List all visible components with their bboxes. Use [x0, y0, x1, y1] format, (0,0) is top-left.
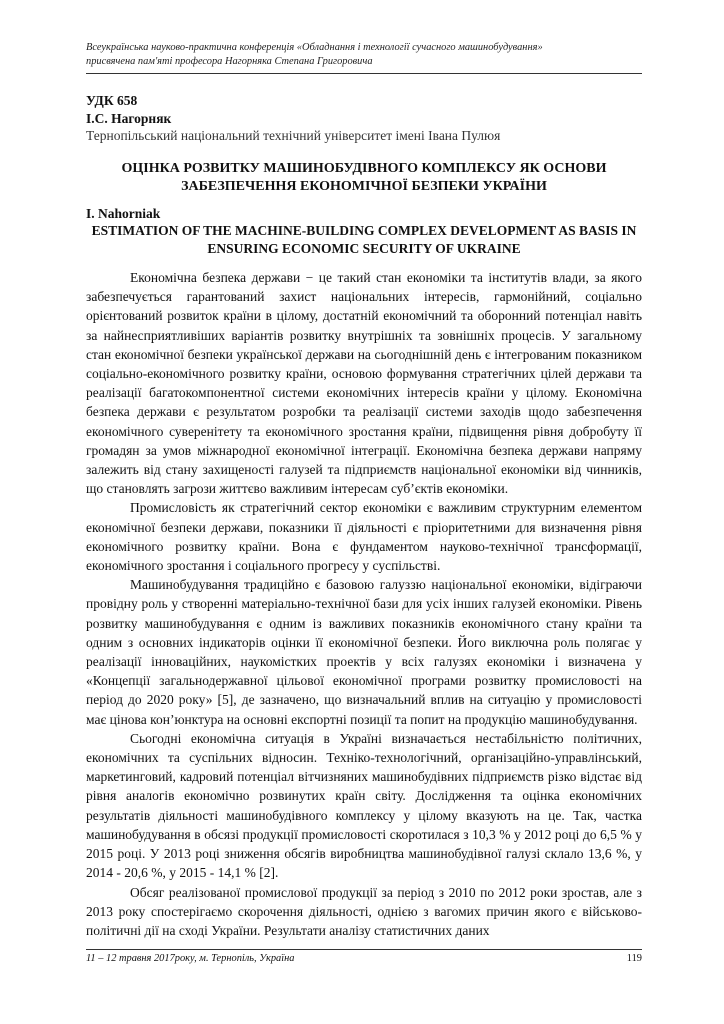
footer-date-location: 11 – 12 травня 2017року, м. Тернопіль, Україна [86, 953, 295, 964]
conference-header [86, 41, 642, 69]
paragraph-1: Економічна безпека держави − це такий стан економіки та інститутів влади, за якого забезпечується гарантований захист національних інтересів, гармонійний, соціально орієнтований розвиток країни в цілому, достатній економічний та оборонний потенціал навіть за найнесприятливіших варіантів розвитку внутрішніх та зовнішніх процесів. У загальному стан економічної безпеки української держави на сьогоднішній день є інтегрованим показником соціально-економічного розвитку країни, основою формування стратегічних цілей держави та реалізації багатокомпонентної системи економічних інтересів країни у цілому. Економічна безпека держави є результатом розробки та реалізації системи заходів щодо забезпечення економічного суверенітету та економічного зростання країни, підвищення рівня добробуту її громадян за умов міжнародної економічної інтеграції. Економічна безпека держави напряму залежить від стану захищеності галузей та підприємств національної економіки від чинників, що становлять загрози життєво важливим інтересам суб’єктів економіки. [86, 270, 642, 497]
body-text [86, 268, 642, 940]
page-number: 119 [626, 953, 642, 964]
udk-code: УДК 658 [86, 93, 138, 108]
paper-title-uk: ОЦІНКА РОЗВИТКУ МАШИНОБУДІВНОГО КОМПЛЕКСУ ЯК ОСНОВИ ЗАБЕЗПЕЧЕННЯ ЕКОНОМІЧНОЇ БЕЗПЕКИ УКРАЇНИ [121, 161, 607, 194]
paper-title-en: ESTIMATION OF THE MACHINE-BUILDING COMPLEX DEVELOPMENT AS BASIS IN ENSURING ECONOMIC SECURITY OF UKRAINE [91, 223, 637, 256]
paragraph-2: Промисловість як стратегічний сектор економіки є важливим структурним елементом економічної безпеки держави, показники її діяльності є пріоритетними для визначення рівня економічного розвитку країни. Вона є фундаментом науково-технічної трансформації, економічного зростання і соціального прогресу у суспільстві. [86, 500, 642, 574]
conference-header-line-2: присвячена пам'яті професора Нагорняка Степана Григоровича [86, 56, 373, 67]
paragraph-4: Сьогодні економічна ситуація в Україні визначається нестабільністю політичних, економічних та суспільних відносин. Техніко-технологічний, організаційно-управлінський, маркетинговий, кадровий потенціал вітчизняних машинобудівних підприємств різко відстає від рівня аналогів економічно розвинутих країн світу. Дослідження та оцінка економічних результатів діяльності машинобудівного комплексу у цілому вказують на це. Так, частка машинобудування в обсязі продукції промисловості скоротилася з 10,3 % у 2012 році до 6,5 % у 2015 році. У 2013 році зниження обсягів виробництва машинобудівної галузі склало 13,6 %, у 2014 - 20,6 %, у 2015 - 14,1 % [2]. [86, 730, 642, 881]
author-name-en: I. Nahorniak [86, 206, 161, 221]
author-affiliation: Тернопільський національний технічний університет імені Івана Пулюя [86, 128, 501, 143]
paragraph-3: Машинобудування традиційно є базовою галуззю національної економіки, відіграючи провідну роль у створенні матеріально-технічної бази для усіх інших галузей економіки. Рівень розвитку машинобудування є одним із важливих показників економічного стану країни та одним з основних індикаторів оцінки її економічної безпеки. Його виключна роль полягає у реалізації інноваційних, наукомістких проектів у всіх галузях економіки і визначена у «Концепції загальнодержавної цільової економічної програми розвитку промисловості на період до 2020 року» [5], де зазначено, що визначальний вплив на ситуацію у промисловості має цінова кон’юнктура на основні експортні позиції та попит на продукцію машинобудування. [86, 577, 642, 727]
conference-header-line-1: Всеукраїнська науково-практична конференція «Обладнання і технології сучасного машинобудування» [86, 42, 543, 53]
footer-divider [86, 949, 642, 950]
paragraph-5: Обсяг реалізованої промислової продукції за період з 2010 по 2012 роки зростав, але з 2013 року спостерігаємо скорочення діяльності, однією з вагомих причин якого є військово-політичні дії на сході України. Результати аналізу статистичних даних [86, 884, 642, 938]
author-name-uk: І.С. Нагорняк [86, 111, 172, 126]
header-divider [86, 73, 642, 74]
